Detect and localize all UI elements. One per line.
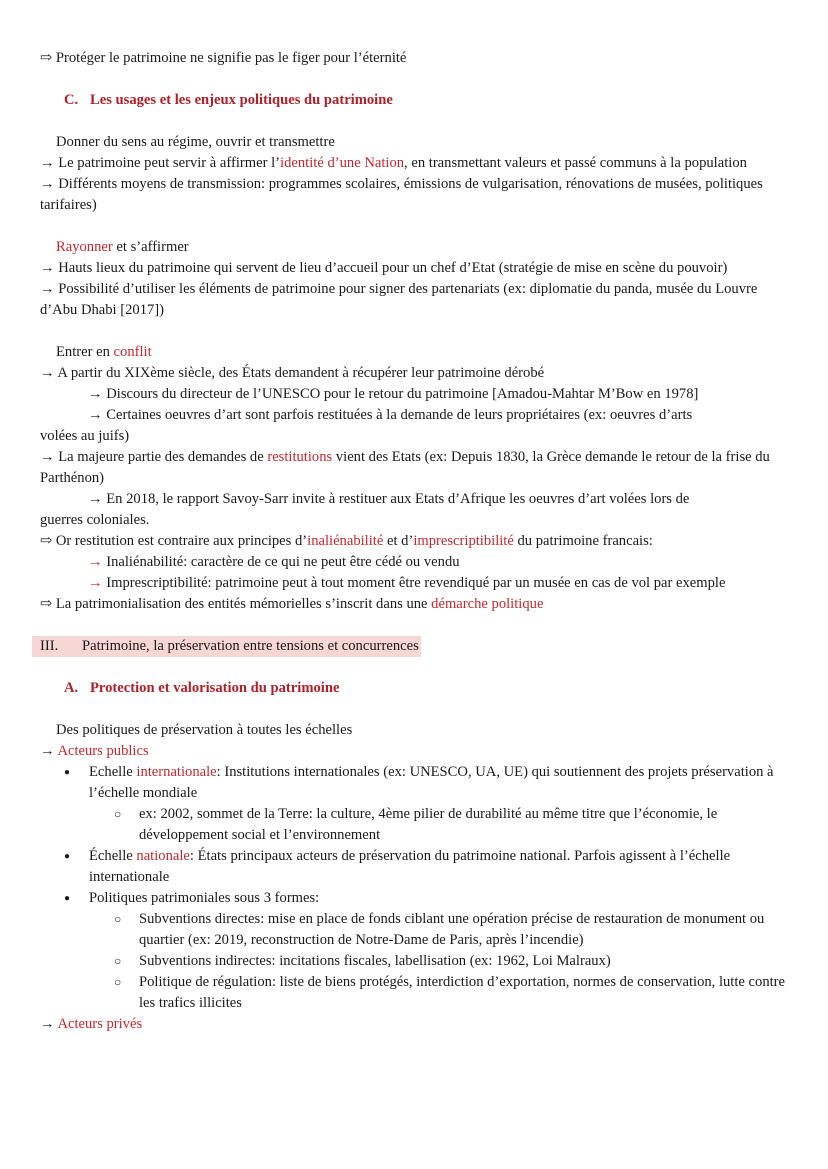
list-item: [40, 846, 788, 888]
inalienabilite-definition: Inaliénabilité: caractère de ce qui ne peut être cédé ou vendu: [102, 554, 460, 570]
imprescriptibilite-definition: Imprescriptibilité: patrimoine peut à tout moment être revendiqué par un musée en cas de vol par exemple: [102, 575, 726, 591]
list-item-text: : États principaux acteurs de préservation du patrimoine national. Parfois agissent à l’échelle internationale: [89, 848, 731, 885]
sub-list-item: ○ ex: 2002, sommet de la Terre: la culture, 4ème pilier de durabilité au même titre que l’économie, le développement social et l’environnement: [40, 804, 788, 846]
conflit-line-8: [88, 573, 788, 594]
identite-nation-highlight: identité d’une Nation: [280, 155, 405, 171]
conflit-line-7: [88, 552, 788, 573]
list-item: ● Politiques patrimoniales sous 3 formes:: [40, 888, 788, 909]
imprescriptibilite-highlight: imprescriptibilité: [413, 533, 514, 549]
rayonner-heading: [56, 237, 788, 258]
section-a-heading: [64, 678, 788, 699]
nationale-highlight: nationale: [136, 848, 190, 864]
conflit-line-6: [40, 531, 788, 552]
list-item-text: Echelle: [89, 764, 137, 780]
section-c-label: C.: [64, 92, 79, 108]
list-item: [40, 762, 788, 804]
acteurs-prives-highlight: Acteurs privés: [57, 1016, 143, 1032]
arrow: →: [40, 1016, 58, 1032]
sub-list-item: ○ Politique de régulation: liste de biens protégés, interdiction d’exportation, normes de conservation, lutte contre les trafics illicites: [40, 972, 788, 1014]
acteurs-prives-line: [40, 1014, 788, 1035]
arrow: →: [40, 743, 58, 759]
inalienabilite-highlight: inaliénabilité: [307, 533, 384, 549]
conflit-line-2: → Discours du directeur de l’UNESCO pour le retour du patrimoine [Amadou-Mahtar M’Bow en 1978]: [88, 386, 699, 402]
sens-line-1-text: → Le patrimoine peut servir à affirmer l’: [40, 155, 281, 171]
part-3-title: Patrimoine, la préservation entre tensions et concurrences: [82, 638, 419, 654]
conclusion-line: ⇨ Protéger le patrimoine ne signifie pas le figer pour l’éternité: [40, 50, 407, 66]
conflit-line-4: [40, 447, 788, 489]
acteurs-publics-highlight: Acteurs publics: [57, 743, 149, 759]
restitutions-highlight: restitutions: [267, 449, 333, 465]
conflit-line-5b: guerres coloniales.: [40, 512, 150, 528]
conflit-heading-text: Entrer en: [56, 344, 114, 360]
publics-list: [40, 762, 788, 1014]
red-arrow: →: [88, 554, 103, 570]
conflit-line-9: [40, 594, 788, 615]
part-3-heading: [40, 636, 788, 657]
sub-list-item: ○ Subventions directes: mise en place de fonds ciblant une opération précise de restauration de monument ou quartier (ex: 2019, reconstruction de Notre-Dame de Paris, après l’incendie): [40, 909, 788, 951]
sub-list-item: ○ Subventions indirectes: incitations fiscales, labellisation (ex: 1962, Loi Malraux): [40, 951, 788, 972]
conflit-line-4-end: vient des Etats (ex: Depuis 1830, la Grèce demande le retour de la frise du Parthénon): [40, 449, 770, 486]
conflit-highlight: conflit: [113, 344, 152, 360]
section-a-label: A.: [64, 680, 79, 696]
rayonner-line-2: → Possibilité d’utiliser les éléments de patrimoine pour signer des partenariats (ex: diplomatie du panda, musée du Louvre d’Abu Dhabi [2017]): [40, 281, 758, 318]
conflit-line-6-mid: et d’: [383, 533, 414, 549]
section-c-heading: [64, 90, 788, 111]
part-3-number: III.: [40, 638, 59, 654]
conflit-line-4-text: → La majeure partie des demandes de: [40, 449, 268, 465]
section-c-title: Les usages et les enjeux politiques du patrimoine: [90, 92, 393, 108]
conflit-line-5a: → En 2018, le rapport Savoy-Sarr invite à restituer aux Etats d’Afrique les oeuvres d’art volées lors de: [88, 491, 690, 507]
rayonner-line-1: → Hauts lieux du patrimoine qui servent de lieu d’accueil pour un chef d’Etat (stratégie de mise en scène du pouvoir): [40, 260, 728, 276]
conflit-line-6-text: ⇨ Or restitution est contraire aux principes d’: [40, 533, 308, 549]
preservation-heading: Des politiques de préservation à toutes les échelles: [56, 722, 353, 738]
conflit-heading: [56, 342, 788, 363]
section-a-title: Protection et valorisation du patrimoine: [90, 680, 340, 696]
sens-line-1-end: , en transmettant valeurs et passé communs à la population: [404, 155, 747, 171]
rayonner-highlight: Rayonner: [56, 239, 113, 255]
list-item-text: : Institutions internationales (ex: UNESCO, UA, UE) qui soutiennent des projets préservation à l’échelle mondiale: [89, 764, 774, 801]
sens-heading: Donner du sens au régime, ouvrir et transmettre: [56, 134, 335, 150]
conflit-line-9-text: ⇨ La patrimonialisation des entités mémorielles s’inscrit dans une: [40, 596, 432, 612]
internationale-highlight: internationale: [136, 764, 217, 780]
conflit-line-3a: → Certaines oeuvres d’art sont parfois restituées à la demande de leurs propriétaires (ex: oeuvres d’arts: [88, 407, 693, 423]
conflit-line-6-end: du patrimoine francais:: [513, 533, 653, 549]
rayonner-heading-rest: et s’affirmer: [112, 239, 189, 255]
list-item-text: Échelle: [89, 848, 137, 864]
conflit-line-1: → A partir du XIXème siècle, des États demandent à récupérer leur patrimoine dérobé: [40, 365, 545, 381]
sens-line-1: [40, 153, 788, 174]
conflit-line-3b: volées au juifs): [40, 428, 130, 444]
demarche-politique-highlight: démarche politique: [431, 596, 544, 612]
acteurs-publics-line: [40, 741, 788, 762]
red-arrow: →: [88, 575, 103, 591]
sens-line-2: → Différents moyens de transmission: programmes scolaires, émissions de vulgarisation, rénovations de musées, politiques tarifaires): [40, 176, 763, 213]
